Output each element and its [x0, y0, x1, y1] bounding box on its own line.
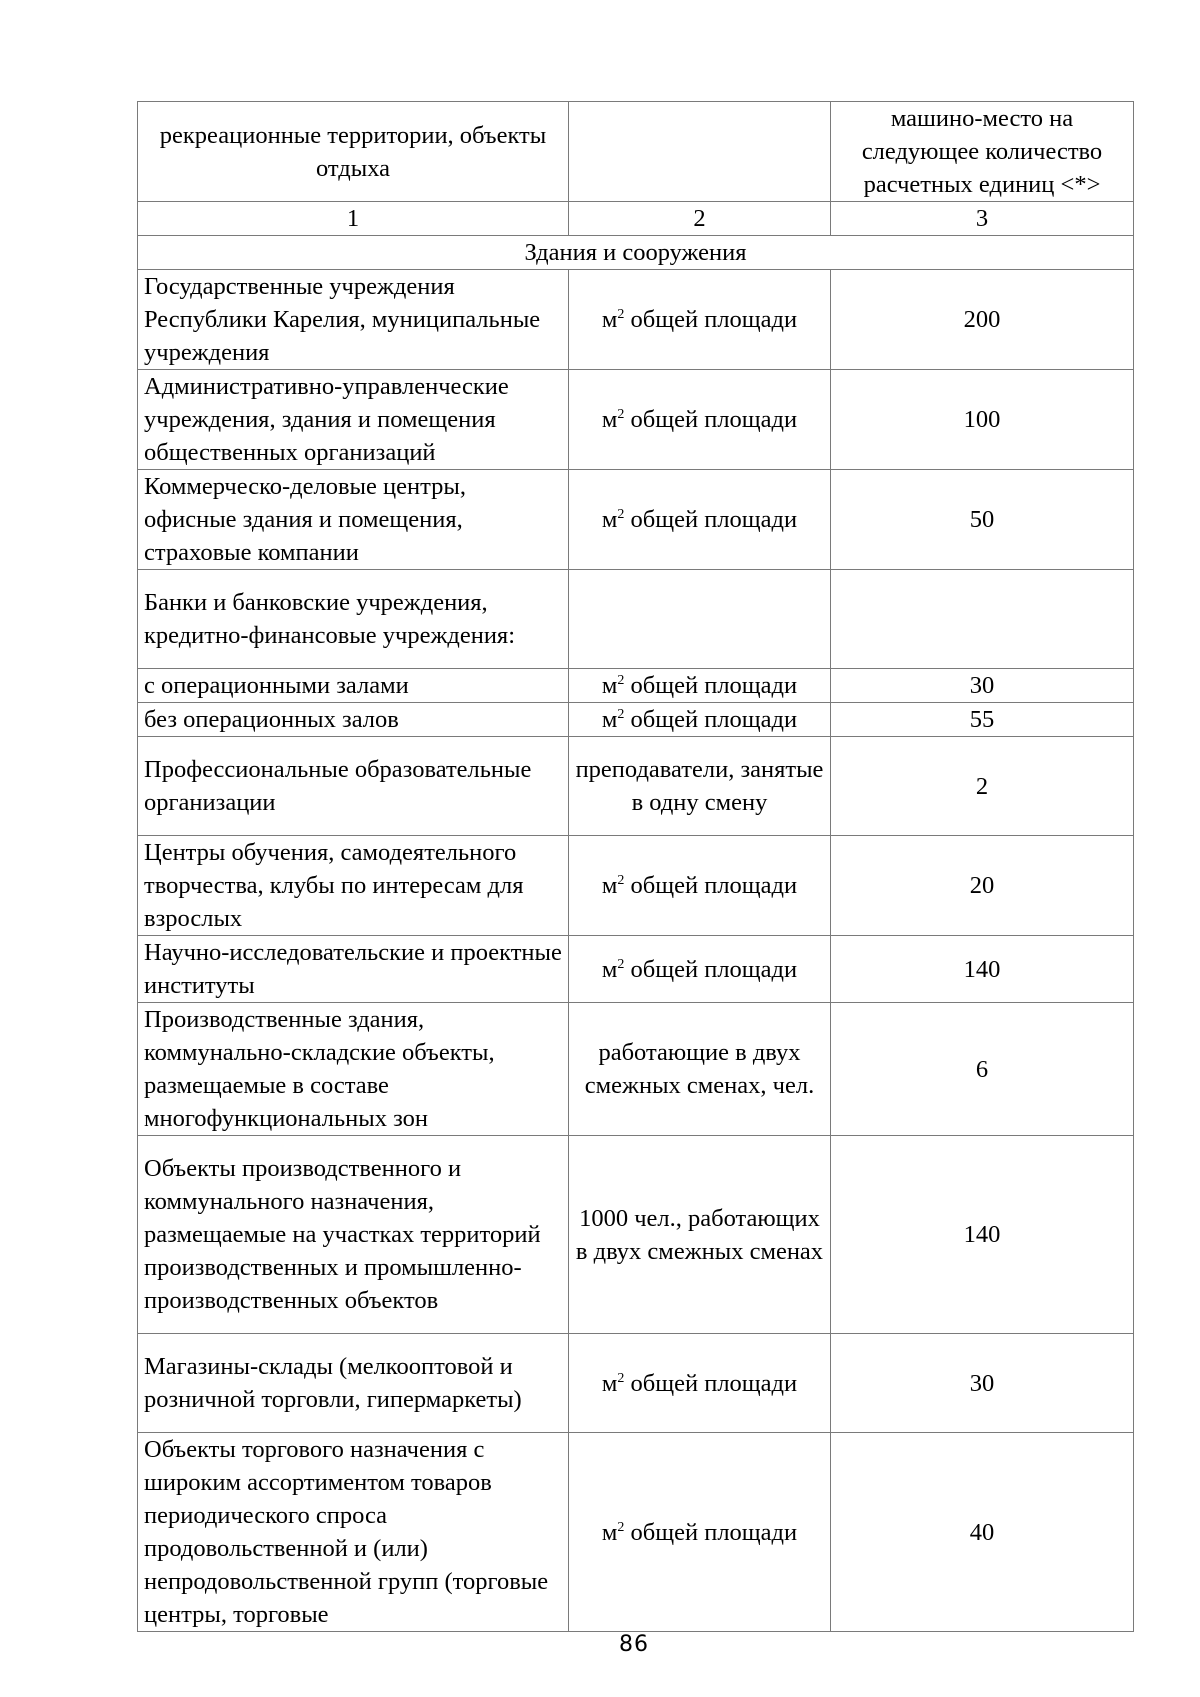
row-value: [831, 570, 1134, 669]
row-value: 140: [831, 1136, 1134, 1334]
row-unit: $м^2$ общей площади: [569, 270, 831, 370]
row-name: Научно-исследовательские и проектные институты: [138, 936, 569, 1003]
row-value: 140: [831, 936, 1134, 1003]
parking-norms-table: [137, 101, 1134, 1632]
row-value: 30: [831, 1334, 1134, 1433]
row-value: 100: [831, 370, 1134, 470]
row-unit: работающие в двух смежных сменах, чел.: [569, 1003, 831, 1136]
column-number: 3: [831, 202, 1134, 236]
table-row: [138, 270, 1134, 370]
row-name: с операционными залами: [138, 669, 569, 703]
row-unit: $м^2$ общей площади: [569, 370, 831, 470]
row-name: Коммерческо-деловые центры, офисные здания и помещения, страховые компании: [138, 470, 569, 570]
table-row: [138, 737, 1134, 836]
column-numbers-row: [138, 202, 1134, 236]
table-row: [138, 703, 1134, 737]
table-row: [138, 470, 1134, 570]
row-value: 40: [831, 1433, 1134, 1632]
row-name: Производственные здания, коммунально-складские объекты, размещаемые в составе многофункциональных зон: [138, 1003, 569, 1136]
table-row: [138, 936, 1134, 1003]
row-value: 20: [831, 836, 1134, 936]
row-name: Магазины-склады (мелкооптовой и розничной торговли, гипермаркеты): [138, 1334, 569, 1433]
row-name: Центры обучения, самодеятельного творчества, клубы по интересам для взрослых: [138, 836, 569, 936]
row-name: Административно-управленческие учреждения, здания и помещения общественных организаций: [138, 370, 569, 470]
row-unit: $м^2$ общей площади: [569, 936, 831, 1003]
row-name: Банки и банковские учреждения, кредитно-финансовые учреждения:: [138, 570, 569, 669]
row-unit: $м^2$ общей площади: [569, 669, 831, 703]
section-title-row: [138, 236, 1134, 270]
row-unit: $м^2$ общей площади: [569, 470, 831, 570]
page-number: 86: [619, 1632, 649, 1657]
row-value: 55: [831, 703, 1134, 737]
table-row: [138, 669, 1134, 703]
table-row: [138, 370, 1134, 470]
table-row: [138, 1334, 1134, 1433]
row-value: 6: [831, 1003, 1134, 1136]
row-unit: $м^2$ общей площади: [569, 1433, 831, 1632]
row-name: Государственные учреждения Республики Карелия, муниципальные учреждения: [138, 270, 569, 370]
row-unit: $м^2$ общей площади: [569, 836, 831, 936]
table-row: [138, 570, 1134, 669]
row-name: без операционных залов: [138, 703, 569, 737]
row-value: 200: [831, 270, 1134, 370]
row-value: 2: [831, 737, 1134, 836]
row-unit: $м^2$ общей площади: [569, 1334, 831, 1433]
table-header-row: [138, 102, 1134, 202]
row-unit: $м^2$ общей площади: [569, 703, 831, 737]
row-value: 50: [831, 470, 1134, 570]
header-col3: машино-место на следующее количество расчетных единиц <*>: [831, 102, 1134, 202]
row-unit: преподаватели, занятые в одну смену: [569, 737, 831, 836]
row-name: Объекты производственного и коммунального назначения, размещаемые на участках территорий производственных и промышленно-производственных объектов: [138, 1136, 569, 1334]
row-value: 30: [831, 669, 1134, 703]
table-row: [138, 836, 1134, 936]
row-name: Объекты торгового назначения с широким ассортиментом товаров периодического спроса продовольственной и (или) непродовольственной групп (торговые центры, торговые: [138, 1433, 569, 1632]
row-name: Профессиональные образовательные организации: [138, 737, 569, 836]
header-col2: [569, 102, 831, 202]
table-row: [138, 1136, 1134, 1334]
header-col1: рекреационные территории, объекты отдыха: [138, 102, 569, 202]
table-row: [138, 1433, 1134, 1632]
row-unit: [569, 570, 831, 669]
column-number: 2: [569, 202, 831, 236]
section-title: Здания и сооружения: [138, 236, 1134, 270]
column-number: 1: [138, 202, 569, 236]
table-row: [138, 1003, 1134, 1136]
row-unit: 1000 чел., работающих в двух смежных сменах: [569, 1136, 831, 1334]
